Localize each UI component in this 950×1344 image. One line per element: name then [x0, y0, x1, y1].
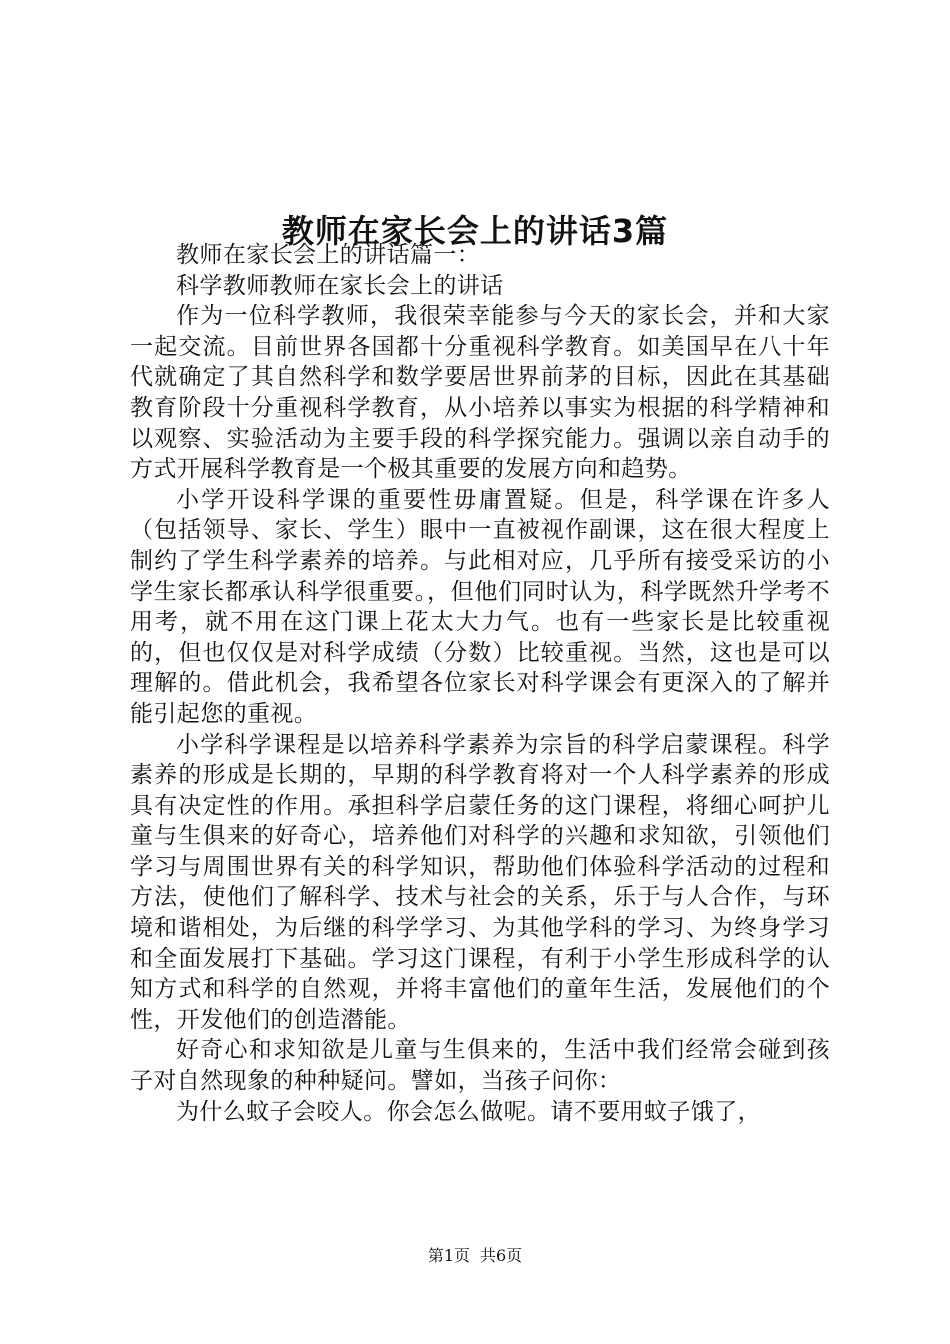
page-footer — [0, 1246, 950, 1266]
paragraph: 小学开设科学课的重要性毋庸置疑。但是，科学课在许多人（包括领导、家长、学生）眼中一直被视作副课，这在很大程度上制约了学生科学素养的培养。与此相对应，几乎所有接受采访的小学生家长都承认科学很重要。，但他们同时认为，科学既然升学考不用考，就不用在这门课上花太大力气。也有一些家长是比较重视的，但也仅仅是对科学成绩（分数）比较重视。当然，这也是可以理解的。借此机会，我希望各位家长对科学课会有更深入的了解并能引起您的重视。 — [130, 486, 830, 727]
paragraph: 为什么蚊子会咬人。你会怎么做呢。请不要用蚊子饿了， — [176, 1098, 761, 1125]
paragraph: 小学科学课程是以培养科学素养为宗旨的科学启蒙课程。科学素养的形成是长期的，早期的科学教育将对一个人科学素养的形成具有决定性的作用。承担科学启蒙任务的这门课程，将细心呵护儿童与生俱来的好奇心，培养他们对科学的兴趣和求知欲，引领他们学习与周围世界有关的科学知识，帮助他们体验科学活动的过程和方法，使他们了解科学、技术与社会的关系，乐于与人合作，与环境和谐相处，为后继的科学学习、为其他学科的学习、为终身学习和全面发展打下基础。学习这门课程，有利于小学生形成科学的认知方式和科学的自然观，并将丰富他们的童年生活，发展他们的个性，开发他们的创造潜能。 — [130, 731, 830, 1033]
paragraph: 作为一位科学教师，我很荣幸能参与今天的家长会，并和大家一起交流。目前世界各国都十分重视科学教育。如美国早在八十年代就确定了其自然科学和数学要居世界前茅的目标，因此在其基础教育阶段十分重视科学教育，从小培养以事实为根据的科学精神和以观察、实验活动为主要手段的科学探究能力。强调以亲自动手的方式开展科学教育是一个极其重要的发展方向和趋势。 — [130, 303, 830, 483]
document-body — [130, 240, 830, 1127]
document-title: 教师在家长会上的讲话3篇 — [281, 212, 669, 251]
speech-title: 科学教师教师在家长会上的讲话 — [176, 272, 504, 299]
paragraph: 好奇心和求知欲是儿童与生俱来的，生活中我们经常会碰到孩子对自然现象的种种疑问。譬如，当孩子问你： — [130, 1037, 830, 1095]
page-number: 第1页 — [427, 1246, 470, 1265]
section-heading: 教师在家长会上的讲话篇一： — [176, 242, 481, 268]
page-total: 共6页 — [480, 1246, 523, 1265]
